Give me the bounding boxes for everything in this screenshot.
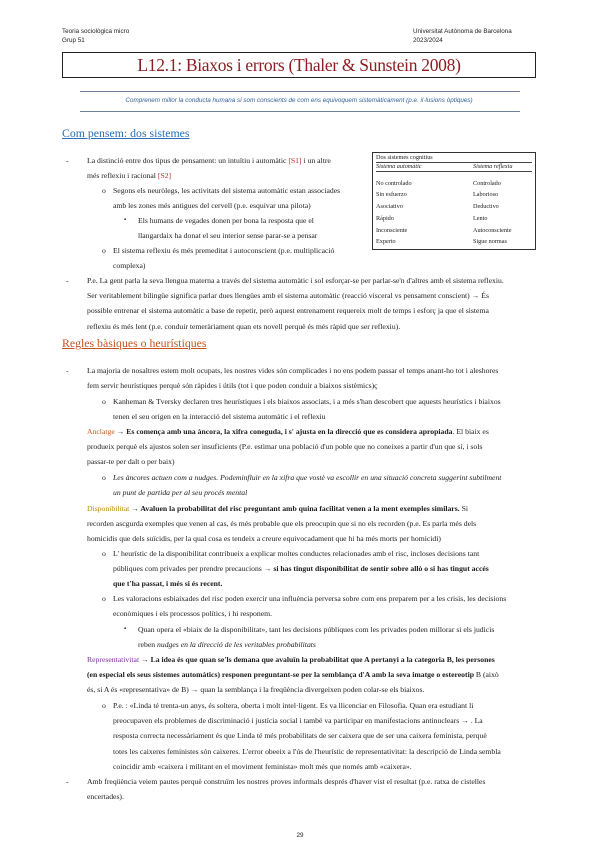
square-bullet: ▪ — [124, 626, 127, 632]
table-header-rule — [376, 171, 532, 172]
paragraph-biased-valuations: Les valoracions esbiaixades del risc poden exercir una influència perversa sobre com ens preparem per a les crisis, les decisions econòmiques i els processos polítics, i hi responem. — [113, 594, 507, 619]
circle-bullet: o — [102, 246, 106, 255]
paragraph-anchors-nudges: Les àncores actuen com a nudges. Podeminfluir en la xifra que vostè va escollir en una situació concreta suggerint subtilment un punt de partida per al seu procés mental — [113, 473, 502, 498]
paragraph-distinction: La distinció entre dos tipus de pensament: un intuïtiu i automàtic [S1] i un altre més reflexiu i racional [S2] — [87, 156, 331, 181]
table-cell: Experto — [376, 238, 396, 245]
paragraph-representativeness: Representativitat → La idea és que quan se'ls demana que avaluïn la probabilitat que A pertanyi a la categoria B, les persones (en especial els seus sistemes automàtics) responen preguntant-se per la semblança d'A amb la seva imatge o estereotip B (això és, si A és «representativa» de B) → quan la semblança i la freqüència divergeixen poden colar-se els biaixos. — [87, 655, 499, 695]
table-col-automatic: Sistema automàtic — [376, 163, 422, 170]
circle-bullet: o — [102, 549, 106, 558]
table-title: Dos sistemes cognitius — [376, 154, 532, 163]
paragraph-availability-risk: L' heurístic de la disponibilitat contribueix a explicar moltes conductes relacionades amb el risc, incloses decisions tant públiques com privades per prendre precaucions → si has tingut disponibilitat de sentir sobre allò o si has tingut accés que t'ha passat, i més si és recent. — [113, 549, 489, 589]
dash-bullet: - — [66, 777, 69, 786]
divider-top — [80, 91, 520, 92]
circle-bullet: o — [102, 594, 106, 603]
table-cell: Sin esfuerzo — [376, 191, 407, 198]
paragraph-kahneman: Kanheman & Tversky declaren tres heurístiques i els biaixos associats, i a més s'han descobert que aquests heurístics i biaixos tenen el seu origen en la interacció del sistema automàtic i el reflexiu — [113, 397, 501, 422]
title-box — [62, 52, 536, 78]
subtitle: Comprenem millor la conducta humana si som conscients de com ens equivoquem sistemàticament (p.e. il·lusions òptiques) — [125, 97, 473, 104]
representativeness-label: Representativitat — [87, 655, 140, 664]
table-cell: Deductivo — [473, 203, 499, 210]
paragraph-lizard: Els humans de vegades donen per bona la resposta que el llangardaix ha donat el seu interior sense parar-se a pensar — [138, 216, 318, 241]
paragraph-bilingual: P.e. La gent parla la seva llengua materna a través del sistema automàtic i sol esforçar-se per parlar-se'n d'altres amb el sistema reflexiu. Ser veritablement bilingüe significa parlar dues llengües amb el sistema automàtic (reacció visceral vs pensament conscient) → És possible entrenar el sistema automàtic a base de repetir, però aquest entrenament requereix molt de temps i esforç ja que el sistema reflexiu és més lent (p.e. conduir temeràriament quan ets novell perquè és més ràpid que ser reflexiu). — [87, 276, 504, 331]
paragraph-linda-example: P.e. : «Linda té trenta-un anys, és soltera, oberta i molt intel·ligent. Es va llicenciar en Filosofia. Quan era estudiant li preocupaven els problemes de discriminació i justícia social i també va participar en manifestacions antinuclears → . La resposta correcta necessàriament és que Linda té més probabilitats de ser caixera que de ser una caixera feminista, perquè totes les caixeres feministes són caixeres. L'error obeeix a l'ús de l'heurístic de representativitat: la descripció de Linda sembla coincidir amb «caixera i militant en el moviment feminista» molt més que només amb «caixera». — [113, 701, 501, 771]
availability-label: Disponibilitat — [87, 504, 130, 513]
university-name: Universitat Autònoma de Barcelona — [413, 28, 512, 35]
paragraph-anchoring: Anclatge → Es comença amb una àncora, la xifra coneguda, i s' ajusta en la direcció que es considera apropiada. El biaix es produeix perquè els ajustos solen ser insuficients (P.e. estimar una població d'un poble que no coneixes a partir d'un que sí, i sols passar-te per dalt o per baix) — [87, 427, 489, 467]
table-col-reflexive: Sistema reflexiu — [473, 163, 513, 170]
header-left — [62, 27, 129, 45]
table-cell: No controlado — [376, 180, 412, 187]
group-name: Grup 51 — [62, 37, 85, 44]
anchoring-label: Anclatge — [87, 427, 115, 436]
table-cell: Lento — [473, 215, 488, 222]
academic-year: 2023/2024 — [413, 37, 443, 44]
dash-bullet: - — [66, 276, 69, 285]
paragraph-neurologists: Segons els neuròlegs, les activitats del sistema automàtic estan associades amb les zones més antigues del cervell (p.e. esquivar una pilota) — [113, 186, 341, 211]
square-bullet: ▪ — [124, 217, 127, 223]
table-cell: Inconsciente — [376, 227, 408, 234]
table-cell: Sigue normas — [473, 238, 507, 245]
page-number: 29 — [296, 832, 304, 839]
paragraph-availability: Disponibilitat → Avaluen la probabilitat del risc preguntant amb quina facilitat venen a la ment exemples similars. Si recorden ascgurda exemples que venen al cas, és més probable que els preocupin que si no els recorden (p.e. Es parla més dels homicidis que dels suïcidis, per la qual cosa es tendeix a creure equivocadament que hi ha més morts per homicidi) — [87, 504, 477, 544]
table-cell: Controlado — [473, 180, 501, 187]
circle-bullet: o — [102, 473, 106, 482]
header-right — [413, 27, 512, 45]
circle-bullet: o — [102, 397, 106, 406]
section-heading-heuristics: Regles bàsiques o heurístiques — [62, 336, 207, 350]
divider-bottom — [80, 111, 520, 112]
paragraph-availability-bias: Quan opera el «biaix de la disponibilitat», tant les decisions públiques com les privades poden millorar si els judicis reben nudges en la direcció de les veritables probabilitats — [138, 625, 495, 650]
two-systems-table — [372, 152, 536, 250]
dash-bullet: - — [66, 156, 69, 165]
paragraph-patterns: Amb freqüència veiem pautes perquè construïm les nostres proves informals després d'haver vist el resultat (p.e. ratxa de cistelles encertades). — [87, 777, 486, 802]
section-heading-two-systems: Com pensem: dos sistemes — [62, 126, 190, 140]
paragraph-reflexive: El sistema reflexiu és més premeditat i autoconscient (p.e. multiplicació complexa) — [113, 246, 335, 271]
circle-bullet: o — [102, 186, 106, 195]
course-name: Teoria sociològica micro — [62, 28, 130, 35]
table-cell: Laborioso — [473, 191, 499, 198]
page-title: L12.1: Biaxos i errors (Thaler & Sunstein 2008) — [137, 55, 461, 75]
table-cell: Rápido — [376, 215, 394, 222]
table-cell: Asociativo — [376, 203, 403, 210]
table-cell: Autoconsciente — [473, 227, 512, 234]
dash-bullet: - — [66, 366, 69, 375]
circle-bullet: o — [102, 701, 106, 710]
paragraph-heuristics-intro: La majoria de nosaltres estem molt ocupats, les nostres vides són complicades i no ens podem passar el temps anant-ho tot i aleshores fem servir heurístiques perquè són ràpides i útils (tot i que poden conduir a biaixos sistèmics)ç — [87, 366, 499, 391]
